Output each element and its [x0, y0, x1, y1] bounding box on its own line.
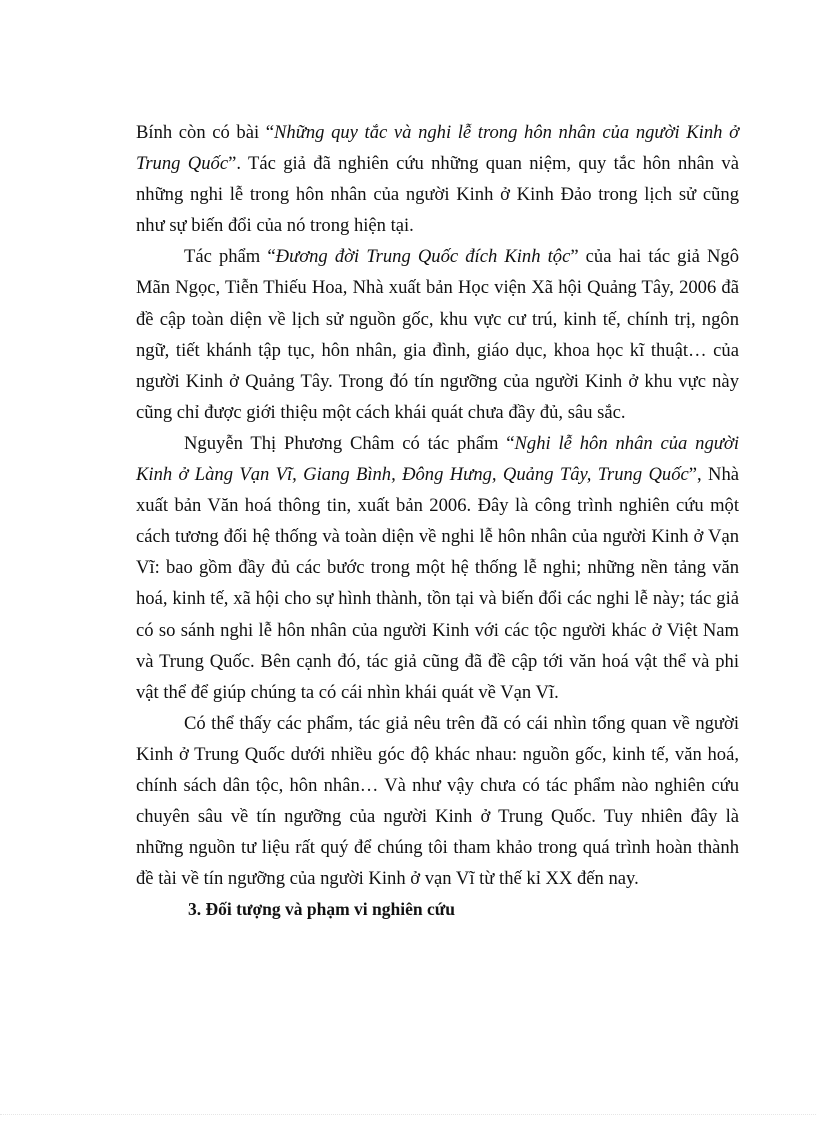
- section-heading: [136, 894, 739, 925]
- paragraph-4: [136, 708, 739, 895]
- section-heading-text: 3. Đối tượng và phạm vi nghiên cứu: [188, 899, 455, 920]
- paragraph-1: [136, 117, 739, 241]
- paragraph-1-text-before: Bính còn có bài “: [136, 122, 275, 143]
- paragraph-1-italic-title: Những quy tắc và nghi lễ trong hôn nhân của người Kinh ở Trung Quốc: [136, 122, 739, 175]
- document-body: [136, 117, 739, 925]
- paragraph-2-text-before: Tác phẩm “: [184, 246, 276, 268]
- paragraph-3-text-before: Nguyễn Thị Phương Châm có tác phẩm “: [184, 432, 515, 454]
- paragraph-2-italic-title: Đương đời Trung Quốc đích Kinh tộc: [275, 246, 571, 268]
- paragraph-2-text-after: ” của hai tác giả Ngô Mãn Ngọc, Tiễn Thiếu Hoa, Nhà xuất bản Học viện Xã hội Quảng Tây, 2006 đã đề cập toàn diện về lịch sử nguồn gốc, khu vực cư trú, kinh tế, chính trị, ngôn ngữ, tiết khánh tập tục, hôn nhân, gia đình, giáo dục, khoa học kĩ thuật… của người Kinh ở Quảng Tây. Trong đó tín ngưỡng của người Kinh ở khu vực này cũng chỉ được giới thiệu một cách khái quát chưa đầy đủ, sâu sắc.: [136, 246, 740, 423]
- paragraph-4-text: Có thể thấy các phẩm, tác giả nêu trên đã có cái nhìn tổng quan về người Kinh ở Trung Quốc dưới nhiều góc độ khác nhau: nguồn gốc, kinh tế, văn hoá, chính sách dân tộc, hôn nhân… Và như vậy chưa có tác phẩm nào nghiên cứu chuyên sâu về tín ngưỡng của người Kinh ở Trung Quốc. Tuy nhiên đây là những nguồn tư liệu rất quý để chúng tôi tham khảo trong quá trình hoàn thành đề tài về tín ngưỡng của người Kinh ở vạn Vĩ từ thế kỉ XX đến nay.: [136, 712, 739, 890]
- page-bottom-divider: [0, 1114, 816, 1115]
- paragraph-3-italic-title: Nghi lễ hôn nhân của người Kinh ở Làng Vạn Vĩ, Giang Bình, Đông Hưng, Quảng Tây, Trung Quốc: [136, 432, 739, 486]
- paragraph-3-text-after: ”, Nhà xuất bản Văn hoá thông tin, xuất bản 2006. Đây là công trình nghiên cứu một cách tương đối hệ thống và toàn diện về nghi lễ hôn nhân của người Kinh ở Vạn Vĩ: bao gồm đầy đủ các bước trong một hệ thống lễ nghi; những nền tảng văn hoá, kinh tế, xã hội cho sự hình thành, tồn tại và biến đổi các nghi lễ này; tác giả có so sánh nghi lễ hôn nhân của người Kinh với các tộc người khác ở Việt Nam và Trung Quốc. Bên cạnh đó, tác giả cũng đã đề cập tới văn hoá vật thể và phi vật thể để giúp chúng ta có cái nhìn khái quát về Vạn Vĩ.: [136, 464, 740, 703]
- paragraph-2: [136, 241, 739, 428]
- paragraph-3: [136, 428, 739, 708]
- paragraph-1-text-after: ”. Tác giả đã nghiên cứu những quan niệm, quy tắc hôn nhân và những nghi lễ trong hôn nhân của người Kinh ở Kinh Đảo trong lịch sử cũng như sự biến đổi của nó trong hiện tại.: [136, 153, 739, 237]
